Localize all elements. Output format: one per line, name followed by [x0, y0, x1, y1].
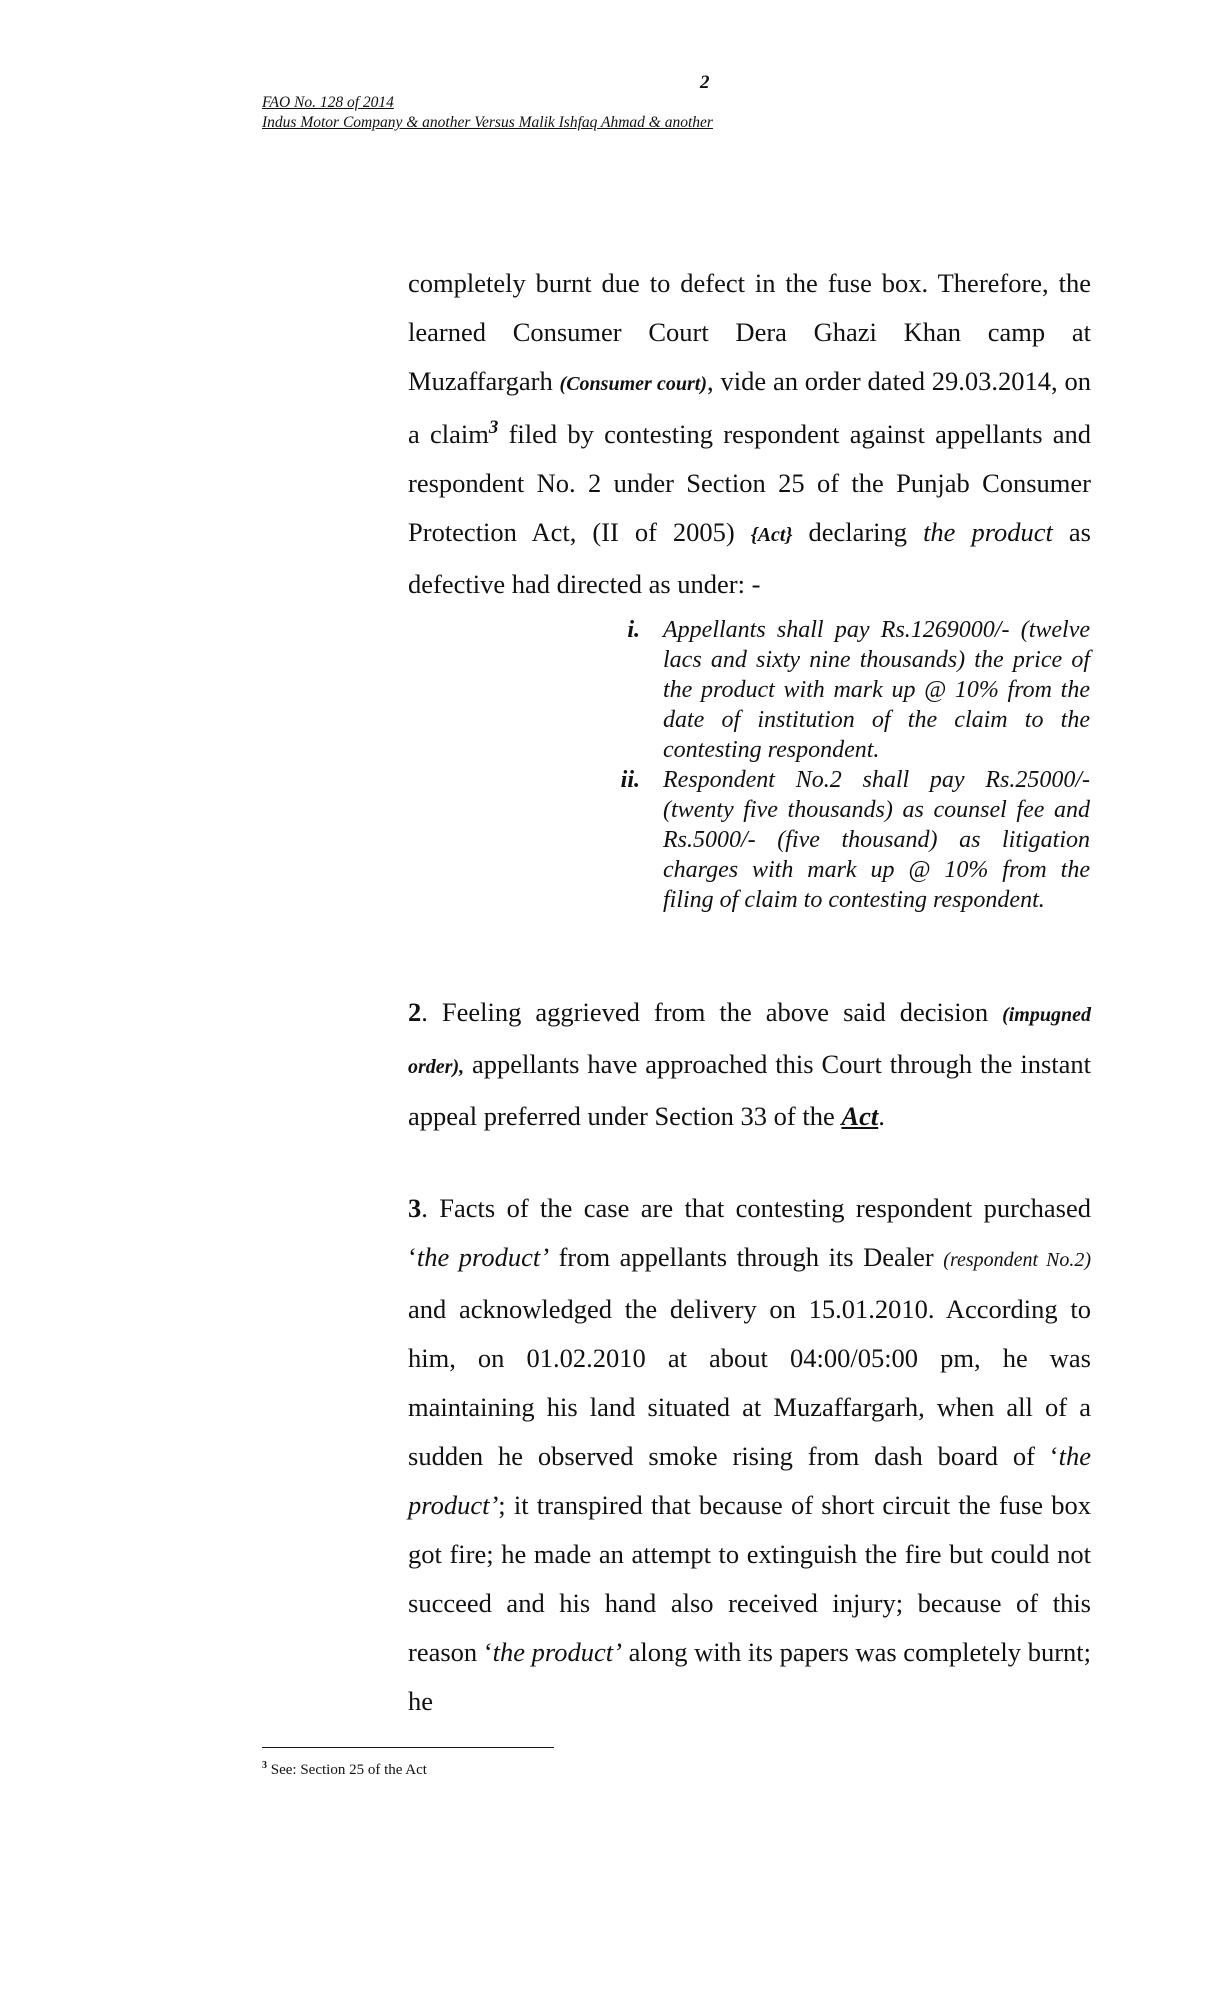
direction-item	[600, 615, 1090, 765]
paragraph-number: 2	[408, 997, 422, 1027]
text-run: along with its papers was completely burnt; he	[408, 1637, 1091, 1716]
text-run: from appellants through its Dealer	[549, 1242, 944, 1272]
footnote	[262, 1760, 427, 1779]
direction-item	[600, 765, 1090, 915]
term-the-product: the product	[923, 517, 1053, 548]
paragraph-number: 3	[408, 1193, 422, 1223]
term-the-product: the product’	[408, 1441, 1091, 1520]
direction-text: Appellants shall pay Rs.1269000/- (twelve lacs and sixty nine thousands) the price of the product with mark up @ 10% from the date of institution of the claim to the contesting respondent.	[663, 617, 1090, 763]
defined-term-impugned-order: (impugned order),	[408, 1004, 1091, 1078]
paragraph-3	[408, 1184, 1091, 1726]
text-run: ; it transpired that because of short circuit the fuse box got fire; he made an attempt to extinguish the fire but could not succeed and his hand also received injury; because of this reason ‘	[408, 1490, 1091, 1667]
text-run: , vide an order dated 29.03.2014, on a claim	[408, 366, 1092, 449]
defined-term-act: {Act}	[750, 524, 793, 547]
case-parties-header: Indus Motor Company & another Versus Malik Ishfaq Ahmad & another	[262, 114, 713, 131]
defined-term-respondent: (respondent No.2)	[943, 1249, 1092, 1271]
page-number: 2	[700, 72, 710, 93]
text-run: appellants have approached this Court through the instant appeal preferred under Section 33 of the	[408, 1049, 1091, 1131]
directions-list	[600, 615, 1090, 915]
case-number-header: FAO No. 128 of 2014	[262, 94, 394, 111]
text-run: completely burnt due to defect in the fuse box. Therefore, the learned Consumer Court Dera Ghazi Khan camp at Muzaffargarh	[408, 268, 1091, 397]
text-run: filed by contesting respondent against appellants and respondent No. 2 under Section 25 of the Punjab Consumer Protection Act, (II of 2005)	[408, 418, 1091, 548]
text-run: as defective had directed as under: -	[408, 517, 1091, 600]
text-run: and acknowledged the delivery on 15.01.2010. According to him, on 01.02.2010 at about 04:00/05:00 pm, he was maintaining his land situated at Muzaffargarh, when all of a sudden he observed smoke rising from dash board of ‘	[408, 1294, 1091, 1471]
footnote-marker: 3	[262, 1760, 267, 1771]
direction-text: Respondent No.2 shall pay Rs.25000/- (twenty five thousands) as counsel fee and Rs.5000/- (five thousand) as litigation charges with mark up @ 10% from the filing of claim to contesting respondent.	[663, 767, 1090, 913]
direction-marker: ii.	[620, 767, 640, 793]
text-run: . Feeling aggrieved from the above said decision	[421, 997, 1003, 1027]
text-run: declaring	[792, 517, 924, 548]
paragraph-continuation	[408, 259, 1091, 609]
term-the-product: the product’	[492, 1637, 622, 1667]
footnote-text: See: Section 25 of the Act	[267, 1762, 427, 1778]
paragraph-2	[408, 988, 1091, 1141]
act-reference: Act	[841, 1101, 879, 1131]
footnote-separator	[262, 1747, 554, 1748]
term-the-product: the product’	[416, 1242, 550, 1272]
footnote-reference[interactable]: 3	[488, 416, 499, 438]
text-run: .	[878, 1101, 885, 1131]
direction-marker: i.	[627, 617, 640, 643]
defined-term-consumer-court: (Consumer court)	[559, 373, 708, 396]
text-run: . Facts of the case are that contesting respondent purchased ‘	[408, 1193, 1091, 1272]
